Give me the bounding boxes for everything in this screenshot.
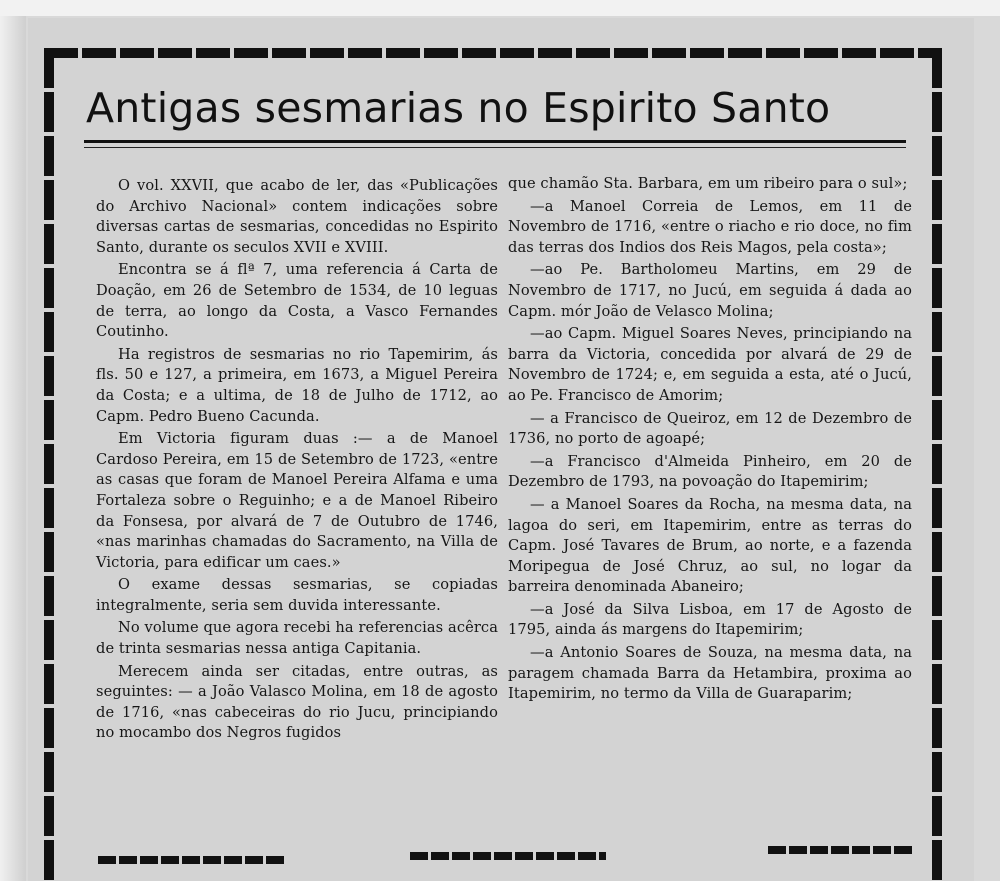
paragraph: Ha registros de sesmarias no rio Tapemirim, ás fls. 50 e 127, a primeira, em 1673, a Miguel Pereira da Costa; e a ultima, de 18 de Julho de 1712, ao Capm. Pedro Bueno Cacunda.: [96, 345, 498, 425]
paragraph: — a Francisco de Queiroz, em 12 de Dezembro de 1736, no porto de agoapé;: [508, 409, 912, 448]
paragraph: —a José da Silva Lisboa, em 17 de Agosto de 1795, ainda ás margens do Itapemirim;: [508, 600, 912, 639]
paragraph: Merecem ainda ser citadas, entre outras, as seguintes: — a João Valasco Molina, em 18 de agosto de 1716, «nas cabeceiras do rio Jucu, principiando no mocambo dos Negros fugidos: [96, 662, 498, 742]
paragraph: —ao Pe. Bartholomeu Martins, em 29 de Novembro de 1717, no Jucú, em seguida á dada ao Capm. mór João de Velasco Molina;: [508, 261, 912, 320]
paragraph: —a Antonio Soares de Souza, na mesma data, na paragem chamada Barra da Hetambira, proxima ao Itapemirim, no termo da Villa de Guaraparim;: [508, 644, 912, 703]
paragraph: — a Manoel Soares da Rocha, na mesma data, na lagoa do seri, em Itapemirim, entre as terras do Capm. José Tavares de Brum, ao norte, e a fazenda Moripegua de José Chruz, ao sul, no logar da barreira denominada Abaneiro;: [508, 495, 912, 596]
ornamental-rule-bottom-center: [410, 852, 606, 860]
ornamental-rule-bottom-left: [98, 856, 284, 864]
article-title: Antigas sesmarias no Espirito Santo: [86, 84, 831, 132]
paragraph: O vol. XXVII, que acabo de ler, das «Publicações do Archivo Nacional» contem indicações sobre diversas cartas de sesmarias, concedidas no Espirito Santo, durante os seculos XVII e XVIII.: [96, 177, 498, 256]
scan-top-margin: [0, 0, 1000, 16]
ornamental-border-top: [44, 48, 940, 58]
ornamental-rule-bottom-right: [768, 846, 914, 854]
paragraph: No volume que agora recebi ha referencias acêrca de trinta sesmarias nessa antiga Capitania.: [96, 619, 498, 658]
paragraph: Encontra se á flª 7, uma referencia á Carta de Doação, em 26 de Setembro de 1534, de 10 leguas de terra, ao longo da Costa, a Vasco Fernandes Coutinho.: [96, 261, 498, 341]
paragraph: O exame dessas sesmarias, se copiadas integralmente, seria sem duvida interessante.: [96, 576, 498, 614]
ornamental-border-left: [44, 48, 54, 881]
paragraph: —a Francisco d'Almeida Pinheiro, em 20 de Dezembro de 1793, na povoação do Itapemirim;: [508, 452, 912, 491]
paragraph: —ao Capm. Miguel Soares Neves, principiando na barra da Victoria, concedida por alvará de 29 de Novembro de 1724; e, em seguida a esta, até o Jucú, ao Pe. Francisco de Amorim;: [508, 325, 912, 404]
scan-left-margin: [0, 16, 26, 881]
title-underline-thin: [84, 147, 906, 148]
article-column-right: [508, 174, 912, 707]
paragraph: —a Manoel Correia de Lemos, em 11 de Novembro de 1716, «entre o riacho e rio doce, no fim das terras dos Indios dos Reis Magos, pela costa»;: [508, 197, 912, 256]
title-underline-thick: [84, 140, 906, 143]
paragraph: Em Victoria figuram duas :— a de Manoel Cardoso Pereira, em 15 de Setembro de 1723, «entre as casas que foram de Manoel Pereira Alfama e uma Fortaleza sobre o Reguinho; e a de Manoel Ribeiro da Fonsesa, por alvará de 7 de Outubro de 1746, «nas marinhas chamadas do Sacramento, na Villa de Victoria, para edificar um caes.»: [96, 430, 498, 571]
paragraph: que chamão Sta. Barbara, em um ribeiro para o sul»;: [508, 175, 908, 192]
article-column-left: [96, 176, 498, 746]
ornamental-border-right: [932, 48, 942, 881]
